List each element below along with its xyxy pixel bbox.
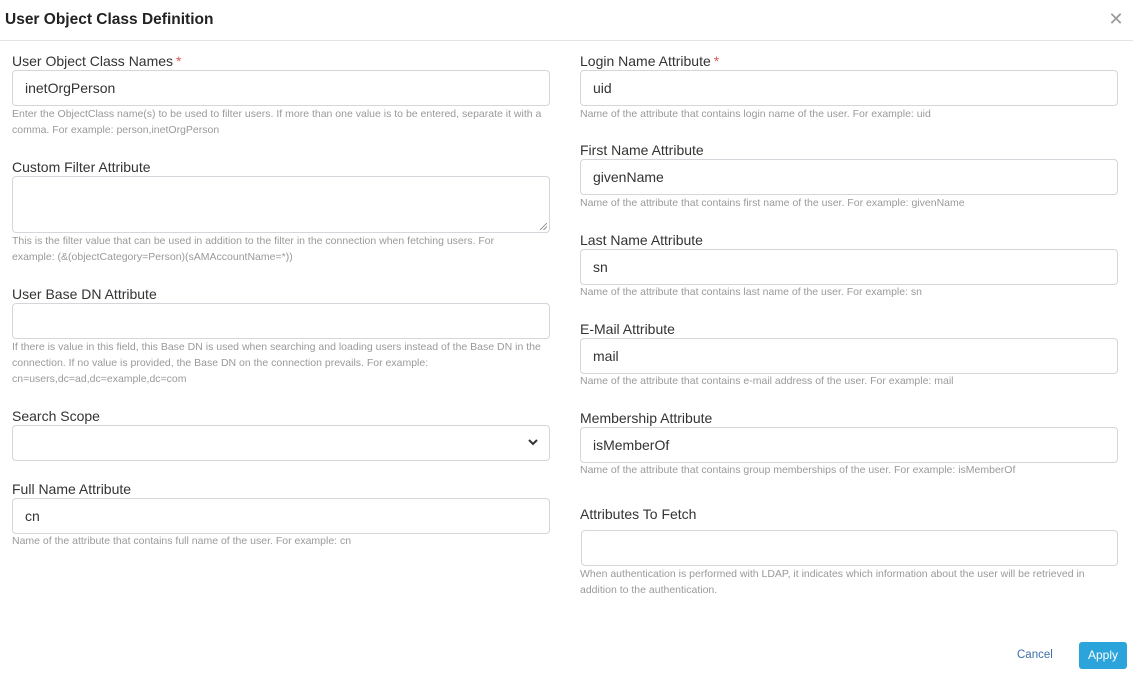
membership-help: Name of the attribute that contains group memberships of the user. For example: isMemberOf: [580, 464, 1016, 476]
apply-button[interactable]: Apply: [1079, 642, 1127, 669]
email-input[interactable]: mail: [580, 338, 1118, 374]
label-first-name: First Name Attribute: [580, 142, 704, 158]
user-base-dn-help: If there is value in this field, this Base DN is used when searching and loading users instead of the Base DN in the connection. If no value is provided, the Base DN on the connection prevails. For example: cn=users,dc=ad,dc=example,dc=com: [12, 341, 541, 385]
field-full-name: [12, 480, 550, 547]
full-name-help: Name of the attribute that contains full name of the user. For example: cn: [12, 535, 352, 547]
field-custom-filter: [12, 158, 550, 263]
close-button[interactable]: [1108, 10, 1124, 28]
last-name-help: Name of the attribute that contains last name of the user. For example: sn: [580, 286, 923, 298]
field-email: [580, 320, 1118, 387]
email-help: Name of the attribute that contains e-mail address of the user. For example: mail: [580, 375, 954, 387]
label-user-base-dn: User Base DN Attribute: [12, 286, 157, 302]
cancel-button[interactable]: Cancel: [1017, 649, 1053, 661]
custom-filter-textarea[interactable]: [12, 176, 550, 233]
chevron-down-icon: [526, 435, 540, 449]
field-login-name: [580, 52, 1118, 120]
full-name-input[interactable]: cn: [12, 498, 550, 534]
dialog-title: User Object Class Definition: [5, 11, 214, 28]
field-attributes-to-fetch: [580, 505, 1118, 596]
label-last-name: Last Name Attribute: [580, 232, 703, 248]
label-custom-filter: Custom Filter Attribute: [12, 159, 151, 175]
label-full-name: Full Name Attribute: [12, 481, 132, 497]
login-name-input[interactable]: uid: [580, 70, 1118, 106]
field-search-scope: [12, 407, 550, 425]
object-class-names-help: Enter the ObjectClass name(s) to be used to filter users. If more than one value is to be entered, separate it with a comma. For example: person,inetOrgPerson: [12, 108, 542, 136]
object-class-names-input[interactable]: inetOrgPerson: [12, 70, 550, 106]
field-first-name: [580, 141, 1118, 209]
dialog-header: [0, 0, 1133, 41]
field-last-name: [580, 231, 1118, 298]
field-membership: [580, 409, 1118, 476]
attributes-to-fetch-help: When authentication is performed with LDAP, it indicates which information about the user will be retrieved in addition to the authentication.: [580, 568, 1085, 596]
last-name-input[interactable]: sn: [580, 249, 1118, 285]
membership-input[interactable]: isMemberOf: [580, 427, 1118, 463]
user-base-dn-input[interactable]: [12, 303, 550, 339]
field-object-class-names: [12, 52, 550, 136]
label-attributes-to-fetch: Attributes To Fetch: [580, 506, 697, 522]
attributes-to-fetch-input[interactable]: [581, 530, 1118, 566]
custom-filter-help: This is the filter value that can be used in addition to the filter in the connection when fetching users. For example: (&(objectCategory=Person)(sAMAccountName=*)): [12, 235, 495, 263]
search-scope-select[interactable]: [12, 425, 550, 461]
close-icon: ✕: [1108, 9, 1124, 29]
required-mark: *: [176, 53, 182, 69]
label-search-scope: Search Scope: [12, 408, 100, 424]
label-object-class-names: User Object Class Names *: [12, 53, 182, 69]
label-email: E-Mail Attribute: [580, 321, 675, 337]
label-login-name: Login Name Attribute *: [580, 53, 720, 69]
required-mark: *: [713, 53, 720, 69]
login-name-help: Name of the attribute that contains login name of the user. For example: uid: [580, 108, 931, 120]
first-name-help: Name of the attribute that contains first name of the user. For example: givenName: [580, 197, 965, 209]
label-membership: Membership Attribute: [580, 410, 713, 426]
field-user-base-dn: [12, 285, 550, 385]
first-name-input[interactable]: givenName: [580, 159, 1118, 195]
